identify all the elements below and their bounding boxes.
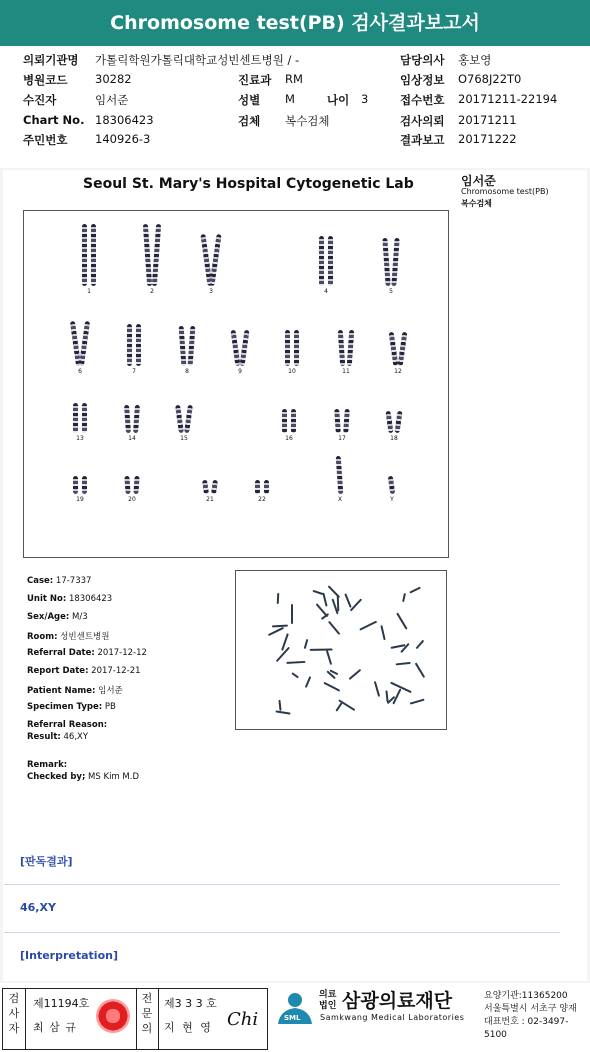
chromosome-label: 11 bbox=[342, 368, 350, 375]
chromosome-pair bbox=[65, 403, 95, 443]
chromosome bbox=[73, 403, 78, 433]
info-label: Chart No. bbox=[23, 113, 85, 127]
chromosome-pair bbox=[137, 224, 167, 296]
chromosome-pair bbox=[311, 236, 341, 296]
judgement-heading: [판독결과] bbox=[20, 855, 73, 868]
metaphase-chromosome bbox=[416, 639, 425, 648]
info-label: 수진자 bbox=[23, 93, 57, 107]
chromosome bbox=[398, 332, 408, 366]
signature-box bbox=[2, 988, 268, 1050]
chromosome bbox=[391, 238, 399, 286]
inspector-vertical-label: 검사자 bbox=[8, 992, 20, 1035]
chromosome-label: 15 bbox=[180, 435, 188, 442]
chromosome bbox=[184, 405, 193, 433]
metaphase-chromosome bbox=[395, 662, 410, 666]
info-row bbox=[0, 52, 590, 70]
chromosome-pair bbox=[383, 332, 413, 376]
chromosome bbox=[211, 480, 218, 495]
info-label: 진료과 bbox=[238, 73, 272, 87]
chromosome bbox=[294, 330, 299, 366]
case-meta-value: M/3 bbox=[69, 612, 88, 622]
info-value: M bbox=[285, 92, 295, 106]
contact-line: 요양기관:11365200 bbox=[484, 991, 568, 1001]
metaphase-chromosome bbox=[344, 593, 352, 608]
metaphase-chromosome bbox=[402, 593, 406, 602]
info-value: RM bbox=[285, 72, 303, 86]
metaphase-chromosome bbox=[324, 682, 341, 692]
info-value: 복수검체 bbox=[285, 114, 330, 128]
chromosome bbox=[82, 476, 87, 494]
karyotype-image bbox=[23, 210, 449, 558]
metaphase-spread-image bbox=[235, 570, 447, 730]
chromosome bbox=[209, 234, 221, 286]
divider bbox=[4, 932, 560, 933]
inspector-name: 최 삼 규 bbox=[33, 1021, 77, 1034]
chromosome-pair bbox=[325, 456, 355, 504]
case-meta-line bbox=[27, 630, 109, 642]
info-value: 홍보영 bbox=[458, 53, 492, 67]
footer bbox=[0, 988, 590, 1052]
chromosome-label: 9 bbox=[238, 368, 242, 375]
metaphase-chromosome bbox=[348, 669, 361, 680]
case-meta-key: Sex/Age: bbox=[27, 612, 70, 622]
inspector-license-no: 제11194호 bbox=[33, 997, 90, 1010]
case-meta-key: Room: bbox=[27, 632, 58, 642]
divider bbox=[136, 989, 137, 1049]
chromosome bbox=[127, 324, 132, 366]
chromosome bbox=[382, 238, 390, 286]
chromosome bbox=[338, 330, 345, 366]
metaphase-chromosome bbox=[415, 663, 425, 678]
case-meta-key: Patient Name: bbox=[27, 686, 96, 696]
case-meta-value: 2017-12-12 bbox=[94, 648, 147, 658]
case-meta-key: Remark: bbox=[27, 760, 68, 770]
case-meta-key: Report Date: bbox=[27, 666, 89, 676]
judgement-value: 46,XY bbox=[20, 901, 56, 914]
info-label: 나이 bbox=[327, 93, 350, 107]
metaphase-chromosome bbox=[304, 676, 311, 688]
info-value: 20171222 bbox=[458, 132, 517, 146]
chromosome bbox=[319, 236, 324, 286]
chromosome-label: 8 bbox=[185, 368, 189, 375]
info-label: 검사의뢰 bbox=[400, 114, 445, 128]
contact-line: 대표번호 : 02-3497-5100 bbox=[484, 1017, 569, 1040]
chromosome bbox=[136, 324, 141, 366]
case-meta-key: Referral Date: bbox=[27, 648, 95, 658]
chromosome-label: 21 bbox=[206, 496, 214, 503]
metaphase-chromosome bbox=[268, 627, 284, 636]
chromosome-pair bbox=[117, 405, 147, 443]
specialist-signature: Chi bbox=[227, 1009, 259, 1030]
chromosome-pair bbox=[172, 326, 202, 376]
report-specimen-label: 복수검체 bbox=[461, 199, 492, 208]
metaphase-chromosome bbox=[291, 672, 299, 678]
info-label: 담당의사 bbox=[400, 53, 445, 67]
org-name: 삼광의료재단 bbox=[342, 990, 453, 1012]
chromosome-label: 16 bbox=[285, 435, 293, 442]
case-meta-value: 2017-12-21 bbox=[88, 666, 141, 676]
chromosome-pair bbox=[377, 476, 407, 504]
chromosome bbox=[73, 476, 78, 494]
chromosome-pair bbox=[376, 238, 406, 296]
logo-text: SML bbox=[284, 1014, 301, 1022]
report-test-name: Chromosome test(PB) bbox=[461, 187, 549, 196]
info-value: 18306423 bbox=[95, 113, 154, 127]
chromosome-label: 5 bbox=[389, 288, 393, 295]
chromosome bbox=[336, 456, 344, 494]
chromosome bbox=[175, 405, 184, 433]
case-meta-key: Result: bbox=[27, 732, 61, 742]
chromosome bbox=[328, 236, 333, 286]
specialist-vertical-label: 전문의 bbox=[141, 992, 153, 1035]
chromosome bbox=[133, 405, 140, 433]
chromosome-label: 13 bbox=[76, 435, 84, 442]
chromosome-label: 22 bbox=[258, 496, 266, 503]
chromosome-label: 4 bbox=[324, 288, 328, 295]
case-meta-line bbox=[27, 732, 88, 742]
info-value: 140926-3 bbox=[95, 132, 151, 146]
metaphase-chromosome bbox=[335, 703, 342, 712]
info-label: 접수번호 bbox=[400, 93, 445, 107]
report-patient-name: 임서준 bbox=[461, 174, 496, 188]
metaphase-chromosome bbox=[278, 700, 281, 711]
metaphase-chromosome bbox=[276, 710, 291, 714]
chromosome-pair bbox=[274, 409, 304, 443]
case-meta-line bbox=[27, 612, 88, 622]
info-label: 결과보고 bbox=[400, 133, 445, 147]
case-meta-line bbox=[27, 772, 139, 782]
chromosome bbox=[124, 476, 130, 494]
metaphase-chromosome bbox=[312, 590, 323, 595]
chromosome-label: X bbox=[337, 496, 343, 503]
chromosome-pair bbox=[65, 476, 95, 504]
case-meta-line bbox=[27, 720, 107, 730]
chromosome bbox=[389, 332, 399, 366]
case-meta-value: MS Kim M.D bbox=[85, 772, 139, 782]
case-meta-key: Case: bbox=[27, 576, 54, 586]
chromosome bbox=[188, 326, 196, 366]
info-label: 임상정보 bbox=[400, 73, 445, 87]
info-value: 20171211 bbox=[458, 113, 517, 127]
case-meta-value: 18306423 bbox=[66, 594, 113, 604]
divider bbox=[25, 989, 26, 1049]
info-label: 의뢰기관명 bbox=[23, 53, 79, 67]
chromosome-label: 14 bbox=[128, 435, 136, 442]
case-meta-value: 46,XY bbox=[60, 732, 89, 742]
chromosome bbox=[385, 411, 393, 433]
chromosome bbox=[179, 326, 187, 366]
chromosome bbox=[394, 411, 402, 433]
chromosome bbox=[152, 224, 161, 286]
case-meta-value: PB bbox=[102, 702, 116, 712]
chromosome-pair bbox=[379, 411, 409, 443]
metaphase-chromosome bbox=[276, 593, 279, 604]
metaphase-chromosome bbox=[291, 604, 293, 625]
chromosome bbox=[343, 409, 350, 433]
metaphase-chromosome bbox=[321, 613, 329, 620]
report-paper bbox=[3, 170, 587, 981]
chromosome-label: 17 bbox=[338, 435, 346, 442]
org-prefix bbox=[319, 990, 336, 1012]
chromosome-label: 20 bbox=[128, 496, 136, 503]
chromosome bbox=[143, 224, 152, 286]
metaphase-chromosome bbox=[350, 599, 362, 612]
chromosome-pair bbox=[195, 480, 225, 504]
chromosome-pair bbox=[327, 409, 357, 443]
case-meta-line bbox=[27, 760, 67, 770]
case-meta-value: 17-7337 bbox=[53, 576, 92, 586]
interpretation-heading: [Interpretation] bbox=[20, 949, 118, 962]
metaphase-chromosome bbox=[380, 625, 385, 640]
chromosome bbox=[388, 476, 395, 495]
metaphase-chromosome bbox=[327, 620, 340, 635]
info-value: 3 bbox=[361, 92, 369, 106]
chromosome-pair bbox=[196, 234, 226, 296]
chromosome bbox=[231, 330, 241, 366]
chromosome bbox=[291, 409, 296, 433]
chromosome bbox=[334, 409, 341, 433]
case-meta-key: Unit No: bbox=[27, 594, 67, 604]
org-prefix-bottom: 법인 bbox=[319, 1001, 337, 1011]
chromosome-label: Y bbox=[390, 496, 394, 503]
case-meta-value: 성빈센트병원 bbox=[57, 632, 110, 642]
chromosome bbox=[347, 330, 354, 366]
metaphase-chromosome bbox=[309, 648, 332, 650]
chromosome bbox=[240, 330, 250, 366]
metaphase-chromosome bbox=[325, 651, 331, 666]
case-meta-key: Specimen Type: bbox=[27, 702, 103, 712]
chromosome bbox=[202, 480, 209, 495]
specialist-license-no: 제3 3 3 호 bbox=[164, 997, 217, 1010]
metaphase-chromosome bbox=[374, 681, 380, 697]
chromosome-label: 18 bbox=[390, 435, 398, 442]
chromosome-label: 12 bbox=[394, 368, 402, 375]
case-meta-line bbox=[27, 594, 112, 604]
info-value: O768J22T0 bbox=[458, 72, 522, 86]
divider bbox=[158, 989, 159, 1049]
scanned-report-sheet bbox=[0, 168, 590, 983]
contact-line: 서울특별시 서초구 양재 bbox=[484, 1004, 577, 1014]
chromosome-pair bbox=[119, 324, 149, 376]
info-label: 주민번호 bbox=[23, 133, 68, 147]
chromosome bbox=[285, 330, 290, 366]
metaphase-chromosome bbox=[359, 621, 377, 631]
case-meta-line bbox=[27, 684, 123, 696]
info-row bbox=[0, 132, 590, 150]
chromosome-label: 2 bbox=[150, 288, 154, 295]
chromosome-pair bbox=[65, 321, 95, 376]
chromosome bbox=[82, 224, 87, 286]
info-value: 30282 bbox=[95, 72, 132, 86]
chromosome-label: 7 bbox=[132, 368, 136, 375]
chromosome bbox=[264, 480, 269, 494]
metaphase-chromosome bbox=[328, 586, 340, 599]
metaphase-chromosome bbox=[397, 613, 408, 630]
org-prefix-top: 의료 bbox=[319, 990, 337, 1000]
info-value: 임서준 bbox=[95, 93, 129, 107]
case-meta-line bbox=[27, 702, 116, 712]
org-contact bbox=[484, 990, 590, 1042]
chromosome-label: 3 bbox=[209, 288, 213, 295]
case-meta-line bbox=[27, 666, 141, 676]
chromosome bbox=[91, 224, 96, 286]
case-meta-key: Checked by; bbox=[27, 772, 86, 782]
sml-logo-icon bbox=[274, 988, 316, 1028]
chromosome bbox=[124, 405, 131, 433]
chromosome bbox=[282, 409, 287, 433]
info-label: 검체 bbox=[238, 114, 261, 128]
metaphase-chromosome bbox=[410, 586, 422, 593]
case-meta-line bbox=[27, 576, 91, 586]
lab-title: Seoul St. Mary's Hospital Cytogenetic Lab bbox=[83, 176, 414, 192]
inspector-seal-stamp bbox=[96, 999, 130, 1033]
metaphase-chromosome bbox=[409, 698, 424, 704]
chromosome-pair bbox=[277, 330, 307, 376]
metaphase-chromosome bbox=[272, 624, 288, 627]
specialist-name: 지 현 영 bbox=[164, 1021, 213, 1034]
info-label: 성별 bbox=[238, 93, 261, 107]
chromosome-label: 1 bbox=[87, 288, 91, 295]
case-meta-value: 임서준 bbox=[95, 686, 123, 696]
info-label: 병원코드 bbox=[23, 73, 68, 87]
chromosome bbox=[82, 403, 87, 433]
case-meta-line bbox=[27, 648, 147, 658]
chromosome-pair bbox=[117, 476, 147, 504]
chromosome-pair bbox=[74, 224, 104, 296]
chromosome-label: 6 bbox=[78, 368, 82, 375]
chromosome-pair bbox=[331, 330, 361, 376]
info-row bbox=[0, 113, 590, 131]
chromosome-pair bbox=[169, 405, 199, 443]
org-english-name: Samkwang Medical Laboratories bbox=[320, 1013, 465, 1022]
metaphase-chromosome bbox=[303, 639, 308, 649]
info-row bbox=[0, 72, 590, 90]
chromosome-label: 19 bbox=[76, 496, 84, 503]
divider bbox=[4, 884, 560, 885]
metaphase-chromosome bbox=[390, 682, 412, 693]
chromosome bbox=[79, 321, 90, 366]
metaphase-chromosome bbox=[286, 661, 305, 664]
chromosome bbox=[255, 480, 260, 494]
info-value: 가톨릭학원가톨릭대학교성빈센트병원 / - bbox=[95, 53, 300, 67]
chromosome-pair bbox=[225, 330, 255, 376]
chromosome-label: 10 bbox=[288, 368, 296, 375]
info-row bbox=[0, 92, 590, 110]
report-title: Chromosome test(PB) 검사결과보고서 bbox=[0, 0, 590, 46]
chromosome bbox=[133, 476, 139, 494]
info-value: 20171211-22194 bbox=[458, 92, 558, 106]
chromosome-pair bbox=[247, 480, 277, 504]
case-meta-key: Referral Reason: bbox=[27, 720, 108, 730]
